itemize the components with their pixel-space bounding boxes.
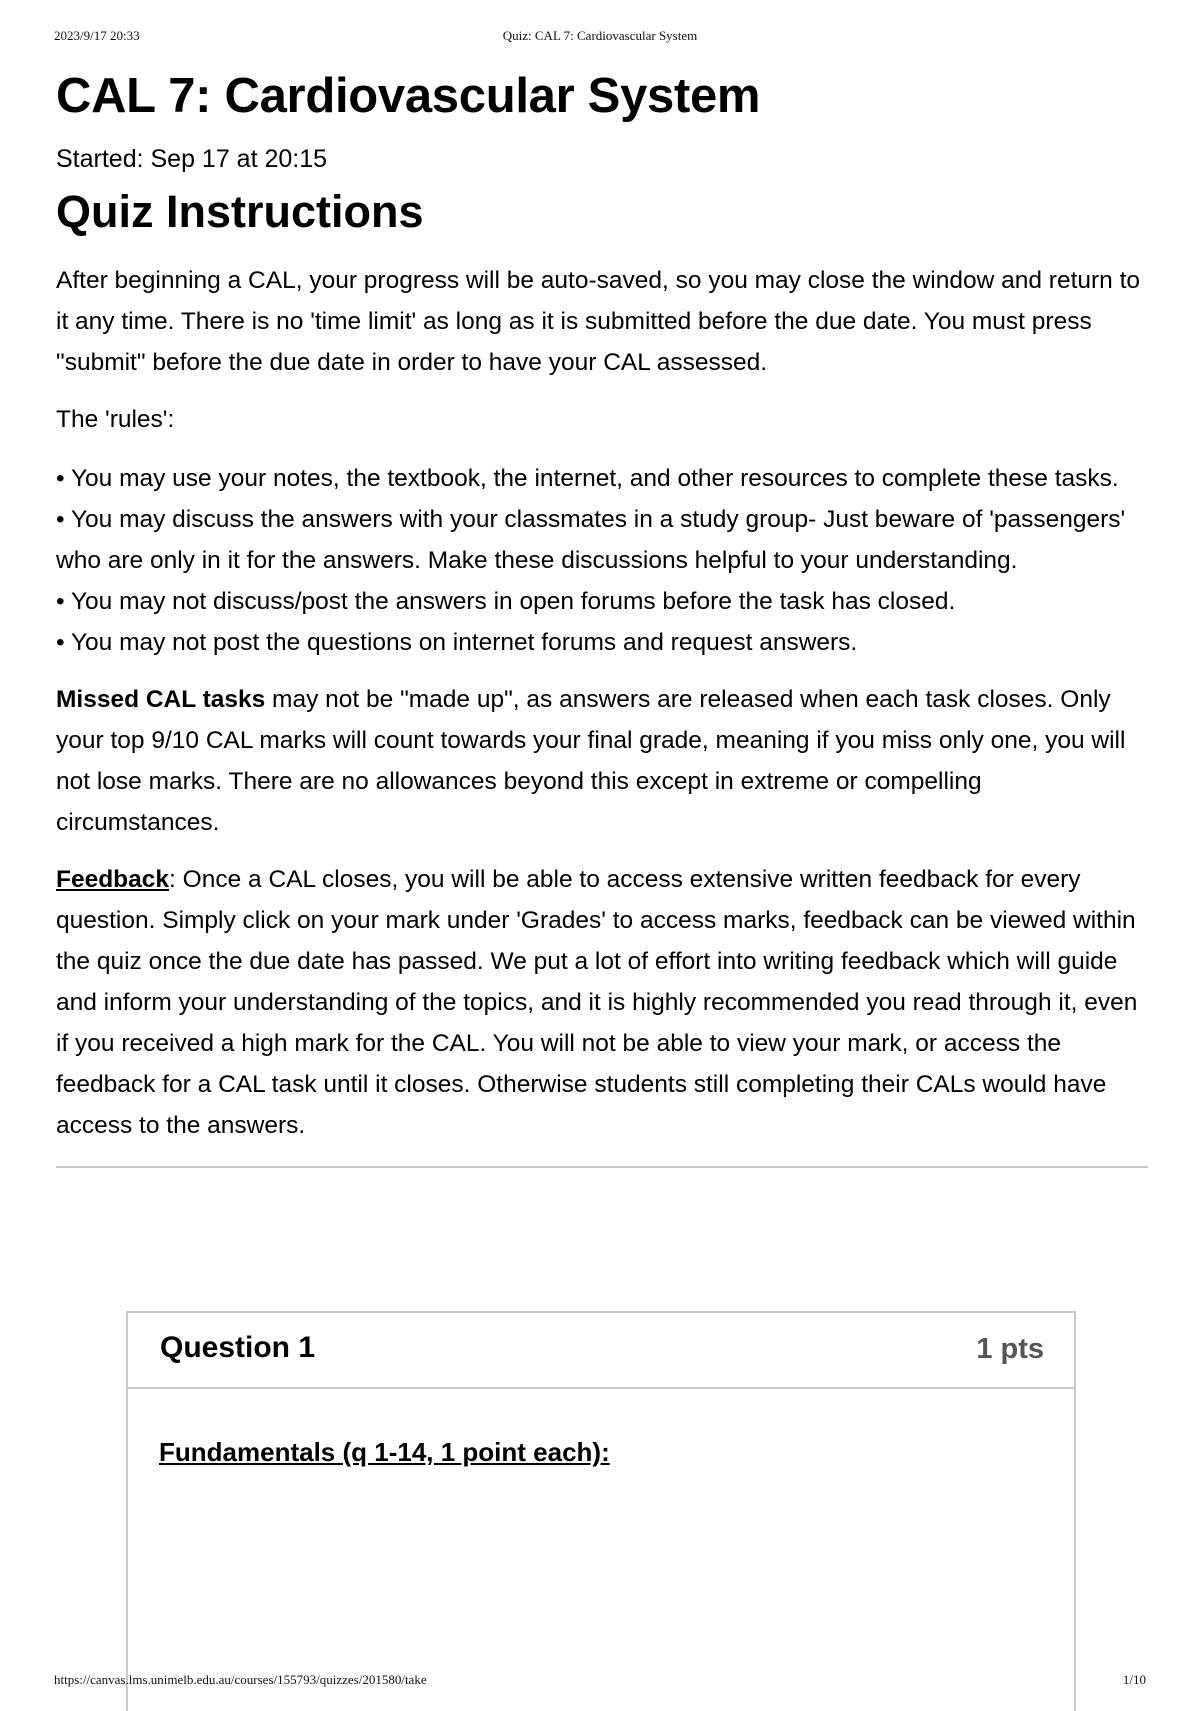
question-1-card (126, 1311, 1076, 1711)
instructions-intro: After beginning a CAL, your progress will be auto-saved, so you may close the window and return to it any time. There is no 'time limit' as long as it is submitted before the due date. You must press "submit" before the due date in order to have your CAL assessed. (56, 267, 1141, 376)
print-footer (54, 1672, 1146, 1692)
rule-item: • You may use your notes, the textbook, the internet, and other resources to complete these tasks. (56, 465, 1119, 492)
rules-heading: The 'rules': (56, 406, 175, 433)
print-page-number: 1/10 (1122, 1672, 1146, 1687)
feedback-label: Feedback (56, 866, 170, 893)
quiz-title: CAL 7: Cardiovascular System (56, 69, 761, 123)
print-url: https://canvas.lms.unimelb.edu.au/courses/155793/quizzes/201580/take (54, 1672, 427, 1687)
question-text: Fundamentals (q 1-14, 1 point each): (159, 1437, 610, 1467)
question-body (128, 1389, 1074, 1468)
instructions-heading: Quiz Instructions (56, 186, 424, 237)
print-header (54, 28, 1146, 48)
rules-list (56, 458, 1146, 663)
rule-item: • You may not discuss/post the answers in open forums before the task has closed. (56, 588, 956, 615)
feedback-paragraph (56, 859, 1146, 1146)
question-points: 1 pts (976, 1333, 1044, 1365)
rule-item: • You may not post the questions on internet forums and request answers. (56, 629, 858, 656)
print-datetime: 2023/9/17 20:33 (54, 28, 140, 43)
quiz-started-time: Started: Sep 17 at 20:15 (56, 145, 328, 173)
question-header (128, 1313, 1074, 1389)
print-page-title: Quiz: CAL 7: Cardiovascular System (502, 28, 698, 43)
feedback-text: : Once a CAL closes, you will be able to access extensive written feedback for every question. Simply click on your mark under 'Grades' to access marks, feedback can be viewed within the quiz once the due date has passed. We put a lot of effort into writing feedback which will guide and inform your understanding of the topics, and it is highly recommended you read through it, even if you received a high mark for the CAL. You will not be able to view your mark, or access the feedback for a CAL task until it closes. Otherwise students still completing their CALs would have access to the answers. (56, 866, 1138, 1139)
section-divider (56, 1166, 1148, 1168)
quiz-content (56, 60, 1146, 1168)
missed-tasks-text: may not be "made up", as answers are released when each task closes. Only your top 9/10 CAL marks will count towards your final grade, meaning if you miss only one, you will not lose marks. There are no allowances beyond this except in extreme or compelling circumstances. (56, 686, 1126, 836)
missed-tasks-paragraph (56, 679, 1146, 843)
question-title: Question 1 (160, 1331, 316, 1364)
missed-tasks-label: Missed CAL tasks (56, 686, 266, 713)
rule-item: • You may discuss the answers with your classmates in a study group- Just beware of 'passengers' who are only in it for the answers. Make these discussions helpful to your understanding. (56, 506, 1126, 574)
